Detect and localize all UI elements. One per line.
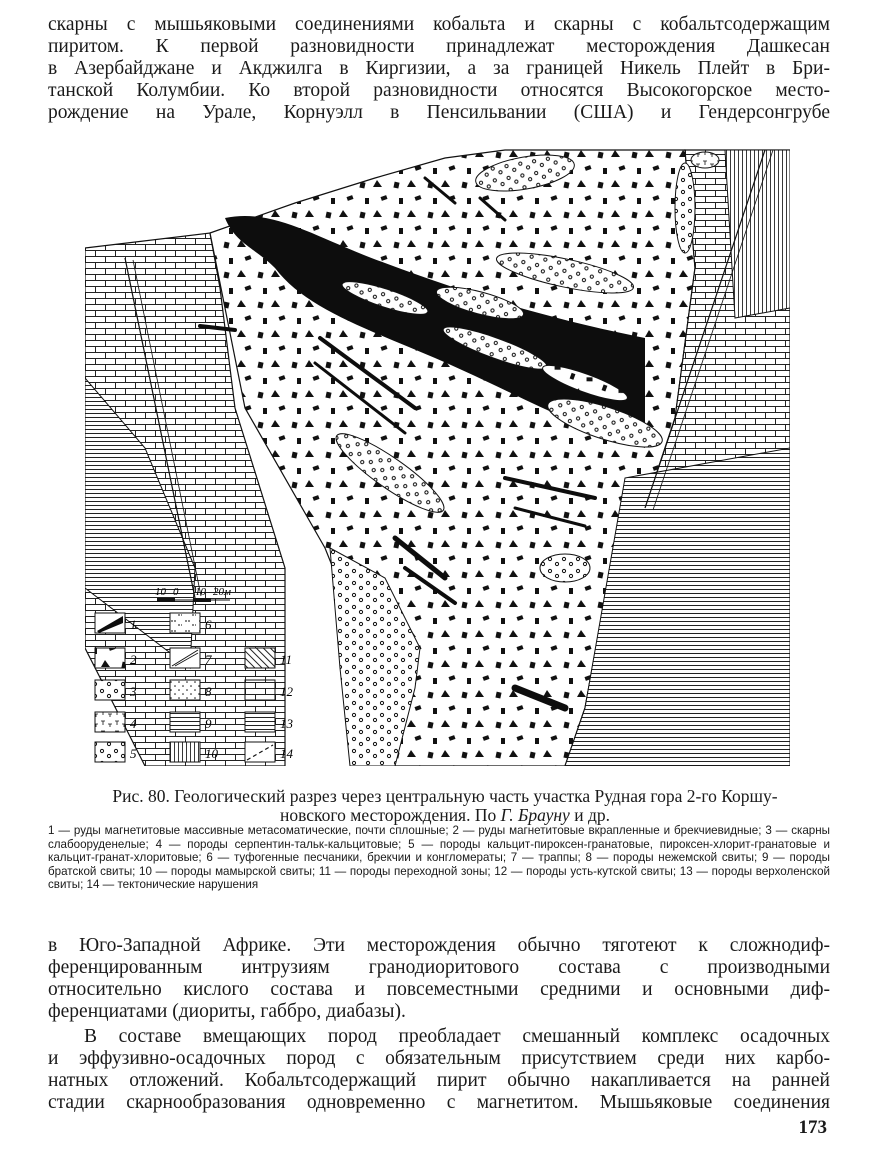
caption-line: и др. — [574, 805, 610, 825]
text-line: и эффузивно-осадочных пород с обязательным присутствием среди них карбо- — [48, 1048, 830, 1069]
text-line: рождение на Урале, Корнуэлл в Пенсильвании (США) и Гендерсонгрубе — [48, 102, 830, 123]
skarn-lens — [540, 554, 590, 582]
text-line: ференцированным интрузиям гранодиоритового состава с производными — [48, 957, 830, 978]
legend-number: 3 — [130, 684, 137, 699]
caption-line: Рис. 80. Геологический разрез через центральную часть участка Рудная гора 2-го Коршу- — [112, 786, 778, 806]
text-line: В составе вмещающих пород преобладает смешанный комплекс осадочных — [84, 1026, 830, 1047]
talc-lens — [691, 152, 719, 168]
caption-author: Г. Брауну — [500, 805, 570, 825]
text-line: в Юго-Западной Африке. Эти месторождения обычно тяготеют к сложнодиф- — [48, 935, 830, 956]
legend-number: 8 — [205, 684, 212, 699]
text-line: натных отложений. Кобальтсодержащий пирит обычно накапливается на ранней — [48, 1070, 830, 1091]
scale-number: 20м — [213, 586, 232, 598]
legend-number: 11 — [280, 652, 293, 667]
legend-number: 12 — [280, 684, 293, 699]
legend-number: 10 — [205, 746, 218, 761]
legend-number: 2 — [130, 652, 137, 667]
caption-line: новского месторождения. По — [280, 805, 497, 825]
page-number: 173 — [798, 1117, 827, 1138]
text-line: в Азербайджане и Акджилга в Киргизии, а за границей Никель Плейт в Бри- — [48, 58, 830, 79]
legend-number: 7 — [205, 652, 212, 667]
legend-description: 1 — руды магнетитовые массивные метасоматические, почти сплошные; 2 — руды магнетитовые вкрапленные и брекчиевидные; 3 — скарны слабооруденелые; 4 — породы серпентин-тальк-кальцитовые; 5 — породы кальцит-пироксен-гранатовые, пироксен-хлорит-гранатовые и кальцит-гранат-хлоритовые; 6 — туфогенные песчаники, брекчии и конгломераты; 7 — траппы; 8 — породы нежемской свиты; 9 — породы братской свиты; 10 — породы мамырской свиты; 11 — породы переходной зоны; 12 — породы усть-кутской свиты; 13 — породы верхоленской свиты; 14 — тектонические нарушения — [48, 824, 830, 892]
figure-caption — [85, 787, 805, 825]
skarn-lens — [675, 163, 695, 253]
text-line: скарны с мышьяковыми соединениями кобальта и скарны с кобальтсодержащим — [48, 14, 830, 35]
legend-number: 14 — [280, 746, 293, 761]
text-line: стадии скарнообразования одновременно с магнетитом. Мышьяковые соединения — [48, 1092, 830, 1113]
text-line: ференциатами (диориты, габбро, диабазы). — [48, 1001, 406, 1022]
legend-number: 6 — [205, 617, 212, 632]
legend-number: 13 — [280, 716, 293, 731]
text-line: относительно кислого состава и повсеместными средними и основными диф- — [48, 979, 830, 1000]
legend-number: 4 — [130, 716, 137, 731]
scale-number: 0 — [173, 586, 179, 598]
legend-number: 1 — [130, 617, 137, 632]
scale-number: 10 — [155, 586, 166, 598]
geological-cross-section-figure — [85, 148, 790, 766]
legend-number: 9 — [205, 716, 212, 731]
text-line: танской Колумбии. Ко второй разновидности относятся Высокогорское место- — [48, 80, 830, 101]
text-line: пиритом. К первой разновидности принадлежат месторождения Дашкесан — [48, 36, 830, 57]
legend-number: 5 — [130, 746, 137, 761]
right-vertical-strata — [725, 150, 790, 318]
scale-number: 10 — [195, 586, 206, 598]
